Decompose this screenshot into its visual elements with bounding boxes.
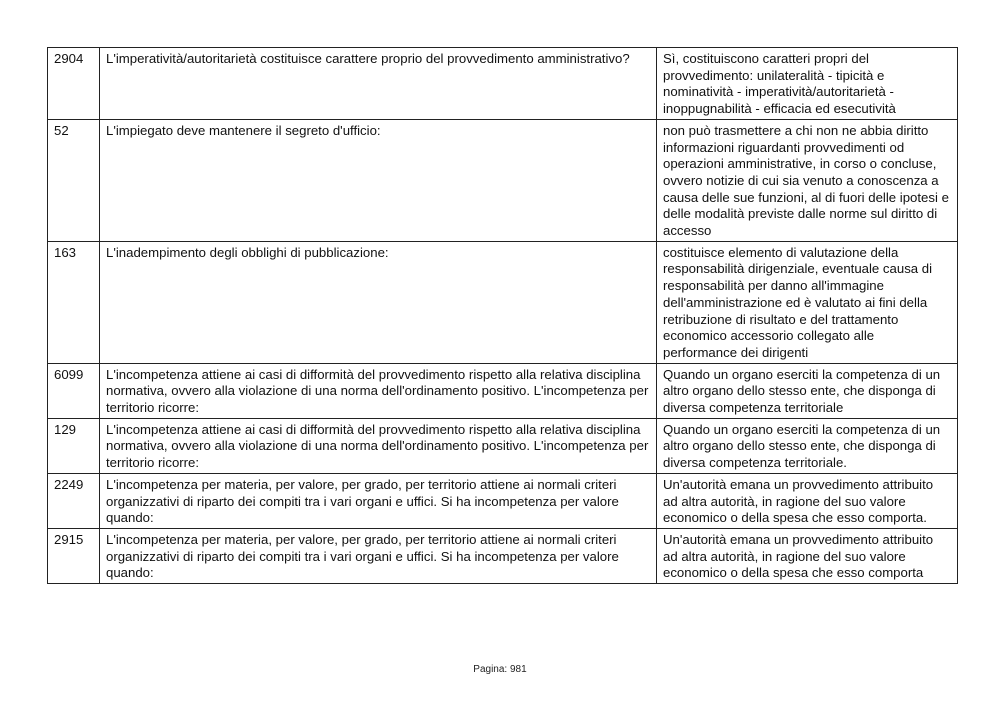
questions-table (47, 47, 958, 584)
question-id: 2904 (48, 48, 100, 120)
table-row (48, 119, 958, 241)
table-row (48, 363, 958, 418)
question-id: 129 (48, 418, 100, 473)
answer-text: Quando un organo eserciti la competenza di un altro organo dello stesso ente, che disponga di diversa competenza territoriale (657, 363, 958, 418)
table-row (48, 528, 958, 583)
answer-text: non può trasmettere a chi non ne abbia diritto informazioni riguardanti provvedimenti od operazioni amministrative, in corso o concluse, ovvero notizie di cui sia venuto a conoscenza a causa delle sue funzioni, al di fuori delle ipotesi e delle modalità previste dalle norme sul diritto di accesso (657, 119, 958, 241)
answer-text: costituisce elemento di valutazione della responsabilità dirigenziale, eventuale causa di responsabilità per danno all'immagine dell'amministrazione ed è valutato ai fini della retribuzione di risultato e del trattamento economico accessorio collegato alle performance dei dirigenti (657, 241, 958, 363)
question-id: 2915 (48, 528, 100, 583)
question-text: L'incompetenza attiene ai casi di difformità del provvedimento rispetto alla relativa disciplina normativa, ovvero alla violazione di una norma dell'ordinamento positivo. L'incompetenza per territorio ricorre: (100, 363, 657, 418)
answer-text: Quando un organo eserciti la competenza di un altro organo dello stesso ente, che disponga di diversa competenza territoriale. (657, 418, 958, 473)
answer-text: Un'autorità emana un provvedimento attribuito ad altra autorità, in ragione del suo valore economico o della spesa che esso comporta (657, 528, 958, 583)
question-id: 163 (48, 241, 100, 363)
question-id: 6099 (48, 363, 100, 418)
question-text: L'impiegato deve mantenere il segreto d'ufficio: (100, 119, 657, 241)
table-row (48, 473, 958, 528)
question-text: L'imperatività/autoritarietà costituisce carattere proprio del provvedimento amministrativo? (100, 48, 657, 120)
table-row (48, 418, 958, 473)
table-row (48, 48, 958, 120)
question-id: 52 (48, 119, 100, 241)
answer-text: Un'autorità emana un provvedimento attribuito ad altra autorità, in ragione del suo valore economico o della spesa che esso comporta. (657, 473, 958, 528)
question-text: L'incompetenza per materia, per valore, per grado, per territorio attiene ai normali criteri organizzativi di riparto dei compiti tra i vari organi e uffici. Si ha incompetenza per valore quando: (100, 473, 657, 528)
page-number: Pagina: 981 (473, 664, 527, 675)
question-text: L'incompetenza attiene ai casi di difformità del provvedimento rispetto alla relativa disciplina normativa, ovvero alla violazione di una norma dell'ordinamento positivo. L'incompetenza per territorio ricorre: (100, 418, 657, 473)
question-text: L'incompetenza per materia, per valore, per grado, per territorio attiene ai normali criteri organizzativi di riparto dei compiti tra i vari organi e uffici. Si ha incompetenza per valore quando: (100, 528, 657, 583)
table-row (48, 241, 958, 363)
answer-text: Sì, costituiscono caratteri propri del provvedimento: unilateralità - tipicità e nominatività - imperatività/autoritarietà - inoppugnabilità - efficacia ed esecutività (657, 48, 958, 120)
question-id: 2249 (48, 473, 100, 528)
question-text: L'inadempimento degli obblighi di pubblicazione: (100, 241, 657, 363)
